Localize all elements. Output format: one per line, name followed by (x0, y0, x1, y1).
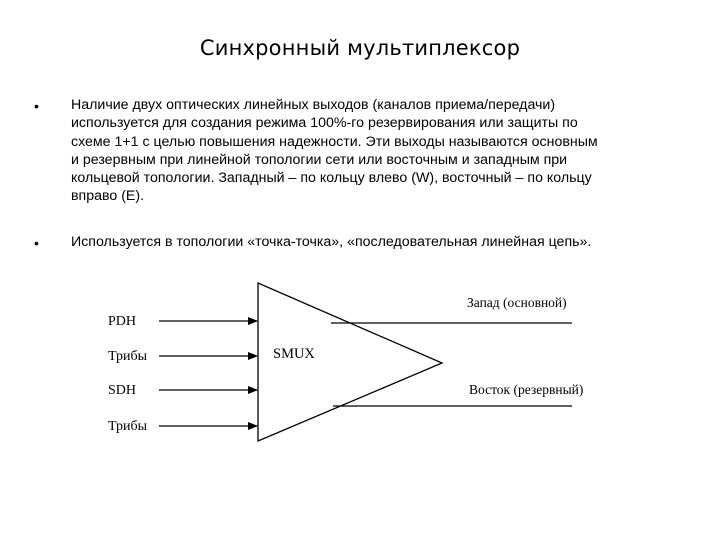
bullet-1-line: используется для создания режима 100%-го резервирования или защиты по (71, 115, 578, 132)
bullet-1-line: и резервным при линейной топологии сети или восточным и западным при (71, 151, 568, 168)
bullet-marker-2: • (34, 235, 39, 251)
bullet-2-line: Используется в топологии «точка-точка», «последовательная линейная цепь». (71, 234, 592, 250)
bullet-1-line: схеме 1+1 с целью повышения надежности. Эти выходы называются основным (71, 133, 598, 150)
bullet-marker-1: • (34, 98, 39, 114)
bullet-1-line: Наличие двух оптических линейных выходов (каналов приема/передачи) (71, 97, 556, 113)
input-label-pdh: PDH (108, 314, 137, 329)
output-label-east: Восток (резервный) (469, 382, 584, 397)
input-label-tributaries-2: Трибы (108, 419, 148, 434)
page-title: Синхронный мультиплексор (199, 36, 521, 60)
output-label-west: Запад (основной) (467, 295, 567, 310)
bullet-1-line: вправо (E). (71, 188, 145, 205)
input-label-sdh: SDH (108, 383, 137, 398)
smux-label: SMUX (273, 346, 315, 362)
bullet-1-line: кольцевой топологии. Западный – по кольцу влево (W), восточный – по кольцу (71, 170, 592, 187)
smux-triangle (258, 283, 442, 441)
input-label-tributaries-1: Трибы (108, 349, 148, 364)
